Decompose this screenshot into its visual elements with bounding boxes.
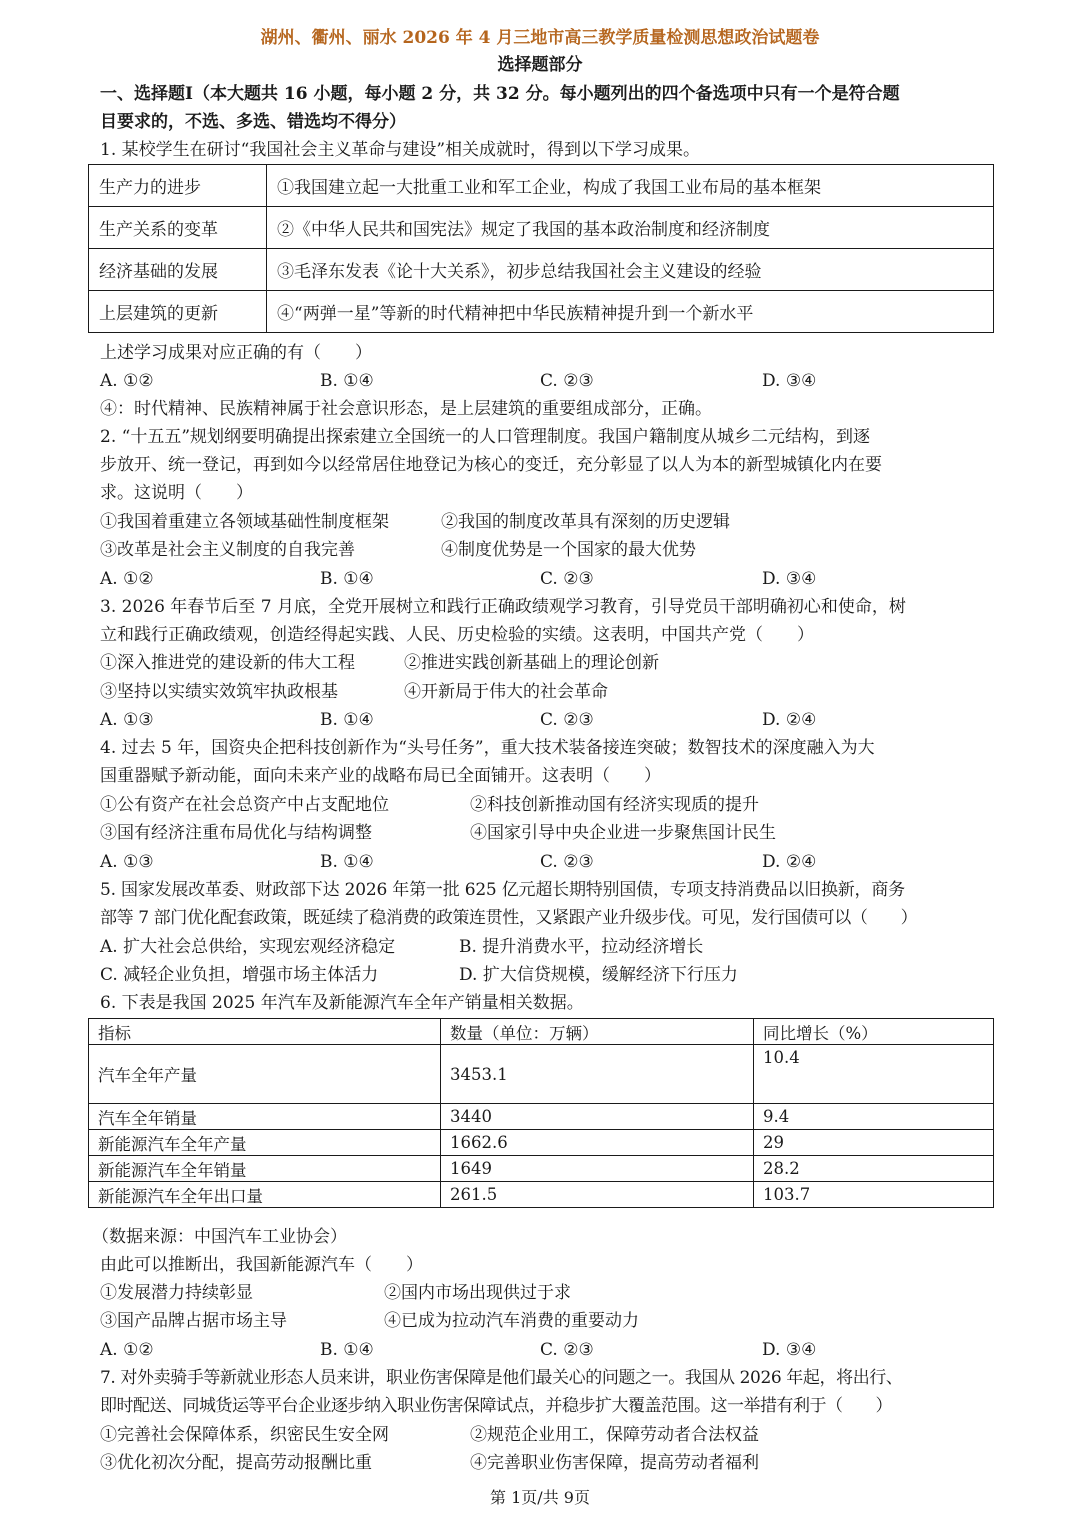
- table-row: [89, 1182, 994, 1208]
- q6-cell-growth: 29: [754, 1130, 994, 1156]
- q1-option-a: A. ①②: [100, 371, 154, 391]
- q7-statement-3: ③优化初次分配，提高劳动报酬比重: [100, 1453, 372, 1473]
- q6-cell-quantity: 1649: [441, 1156, 754, 1182]
- q6-table: [88, 1018, 994, 1208]
- q6-stem: 6. 下表是我国 2025 年汽车及新能源汽车全年产销量相关数据。: [100, 993, 584, 1013]
- q1-row-value: ①我国建立起一大批重工业和军工企业，构成了我国工业布局的基本框架: [267, 165, 994, 207]
- table-row: [89, 207, 994, 249]
- q6-cell-growth: 10.4: [754, 1045, 994, 1104]
- q7-statement-4: ④完善职业伤害保障，提高劳动者福利: [470, 1453, 759, 1473]
- q3-line-1: 3. 2026 年春节后至 7 月底，全党开展树立和践行正确政绩观学习教育，引导党员干部明确初心和使命，树: [100, 597, 906, 617]
- q6-cell-growth: 28.2: [754, 1156, 994, 1182]
- q6-question: 由此可以推断出，我国新能源汽车（ ）: [100, 1255, 423, 1275]
- q7-line-1: 7. 对外卖骑手等新就业形态人员来讲，职业伤害保障是他们最关心的问题之一。我国从 2026 年起，将出行、: [100, 1368, 903, 1388]
- q2-statement-1: ①我国着重建立各领域基础性制度框架: [100, 512, 389, 532]
- q4-option-d: D. ②④: [762, 852, 817, 872]
- q5-option-b: B. 提升消费水平，拉动经济增长: [459, 937, 704, 957]
- q5-line-2: 部等 7 部门优化配套政策，既延续了稳消费的政策连贯性，又紧跟产业升级步伐。可见，发行国债可以（ ）: [100, 908, 918, 928]
- q6-cell-indicator: 汽车全年销量: [89, 1104, 441, 1130]
- q2-statement-4: ④制度优势是一个国家的最大优势: [441, 540, 696, 560]
- q6-option-a: A. ①②: [100, 1340, 154, 1360]
- q1-note: ④：时代精神、民族精神属于社会意识形态，是上层建筑的重要组成部分，正确。: [100, 399, 712, 419]
- q2-line-3: 求。这说明（ ）: [100, 483, 253, 503]
- q1-row-value: ④“两弹一星”等新的时代精神把中华民族精神提升到一个新水平: [267, 291, 994, 333]
- q5-line-1: 5. 国家发展改革委、财政部下达 2026 年第一批 625 亿元超长期特别国债，专项支持消费品以旧换新，商务: [100, 880, 905, 900]
- q6-cell-indicator: 新能源汽车全年销量: [89, 1156, 441, 1182]
- q6-header-quantity: 数量（单位：万辆）: [441, 1019, 754, 1045]
- q6-cell-quantity: 3440: [441, 1104, 754, 1130]
- q1-table: [88, 164, 994, 333]
- q3-line-2: 立和践行正确政绩观，创造经得起实践、人民、历史检验的实绩。这表明，中国共产党（ ）: [100, 625, 814, 645]
- section-heading-line-2: 目要求的，不选、多选、错选均不得分）: [100, 112, 406, 132]
- q2-option-d: D. ③④: [762, 569, 817, 589]
- q1-row-value: ③毛泽东发表《论十大关系》，初步总结我国社会主义建设的经验: [267, 249, 994, 291]
- q6-header-indicator: 指标: [89, 1019, 441, 1045]
- q1-question: 上述学习成果对应正确的有（ ）: [100, 343, 372, 363]
- table-row: [89, 291, 994, 333]
- q7-line-2: 即时配送、同城货运等平台企业逐步纳入职业伤害保障试点，并稳步扩大覆盖范围。这一举措有利于（ ）: [100, 1396, 892, 1416]
- table-header-row: [89, 1019, 994, 1045]
- section-heading-line-1: 一、选择题Ⅰ（本大题共 16 小题，每小题 2 分，共 32 分。每小题列出的四个备选项中只有一个是符合题: [100, 84, 900, 104]
- q4-statement-3: ③国有经济注重布局优化与结构调整: [100, 823, 372, 843]
- q1-row-value: ②《中华人民共和国宪法》规定了我国的基本政治制度和经济制度: [267, 207, 994, 249]
- table-row: [89, 249, 994, 291]
- q4-option-a: A. ①③: [100, 852, 154, 872]
- q6-cell-quantity: 1662.6: [441, 1130, 754, 1156]
- q2-statement-3: ③改革是社会主义制度的自我完善: [100, 540, 355, 560]
- q6-statement-2: ②国内市场出现供过于求: [384, 1283, 571, 1303]
- table-row: [89, 1104, 994, 1130]
- q1-row-key: 上层建筑的更新: [89, 291, 267, 333]
- q1-row-key: 经济基础的发展: [89, 249, 267, 291]
- q2-statement-2: ②我国的制度改革具有深刻的历史逻辑: [441, 512, 730, 532]
- q1-option-c: C. ②③: [540, 371, 594, 391]
- q6-source: （数据来源：中国汽车工业协会）: [92, 1227, 347, 1247]
- q1-row-key: 生产力的进步: [89, 165, 267, 207]
- q1-option-d: D. ③④: [762, 371, 817, 391]
- q3-statement-3: ③坚持以实绩实效筑牢执政根基: [100, 682, 338, 702]
- q3-option-d: D. ②④: [762, 710, 817, 730]
- page-number: 第 1页/共 9页: [490, 1488, 590, 1507]
- q6-cell-growth: 103.7: [754, 1182, 994, 1208]
- q6-option-b: B. ①④: [320, 1340, 374, 1360]
- q6-statement-1: ①发展潜力持续彰显: [100, 1283, 253, 1303]
- q2-option-a: A. ①②: [100, 569, 154, 589]
- q6-cell-indicator: 新能源汽车全年出口量: [89, 1182, 441, 1208]
- q6-cell-growth: 9.4: [754, 1104, 994, 1130]
- table-row: [89, 1156, 994, 1182]
- q6-option-d: D. ③④: [762, 1340, 817, 1360]
- q3-option-c: C. ②③: [540, 710, 594, 730]
- q6-cell-quantity: 261.5: [441, 1182, 754, 1208]
- q4-statement-1: ①公有资产在社会总资产中占支配地位: [100, 795, 389, 815]
- q6-cell-indicator: 新能源汽车全年产量: [89, 1130, 441, 1156]
- q4-statement-4: ④国家引导中央企业进一步聚焦国计民生: [470, 823, 776, 843]
- table-row: [89, 1130, 994, 1156]
- q6-cell-quantity: 3453.1: [441, 1045, 754, 1104]
- q4-option-b: B. ①④: [320, 852, 374, 872]
- q2-line-1: 2. “十五五”规划纲要明确提出探索建立全国统一的人口管理制度。我国户籍制度从城乡二元结构，到逐: [100, 427, 871, 447]
- q4-statement-2: ②科技创新推动国有经济实现质的提升: [470, 795, 759, 815]
- q3-statement-2: ②推进实践创新基础上的理论创新: [404, 653, 659, 673]
- q7-statement-1: ①完善社会保障体系，织密民生安全网: [100, 1425, 389, 1445]
- q6-statement-3: ③国产品牌占据市场主导: [100, 1311, 287, 1331]
- section-subtitle: 选择题部分: [497, 55, 583, 75]
- exam-title: 湖州、衢州、丽水 2026 年 4 月三地市高三教学质量检测思想政治试题卷: [260, 28, 820, 48]
- q6-statement-4: ④已成为拉动汽车消费的重要动力: [384, 1311, 639, 1331]
- q6-option-c: C. ②③: [540, 1340, 594, 1360]
- q3-statement-1: ①深入推进党的建设新的伟大工程: [100, 653, 355, 673]
- q3-option-b: B. ①④: [320, 710, 374, 730]
- q5-option-a: A. 扩大社会总供给，实现宏观经济稳定: [100, 937, 396, 957]
- q2-option-c: C. ②③: [540, 569, 594, 589]
- table-row: [89, 165, 994, 207]
- table-row: [89, 1045, 994, 1104]
- q1-option-b: B. ①④: [320, 371, 374, 391]
- q2-option-b: B. ①④: [320, 569, 374, 589]
- q3-option-a: A. ①③: [100, 710, 154, 730]
- q1-row-key: 生产关系的变革: [89, 207, 267, 249]
- q1-stem: 1. 某校学生在研讨“我国社会主义革命与建设”相关成就时，得到以下学习成果。: [100, 140, 701, 160]
- q3-statement-4: ④开新局于伟大的社会革命: [404, 682, 608, 702]
- q2-line-2: 步放开、统一登记，再到如今以经常居住地登记为核心的变迁，充分彰显了以人为本的新型城镇化内在要: [100, 455, 882, 475]
- q5-option-c: C. 减轻企业负担，增强市场主体活力: [100, 965, 379, 985]
- q4-line-1: 4. 过去 5 年，国资央企把科技创新作为“头号任务”，重大技术装备接连突破；数智技术的深度融入为大: [100, 738, 875, 758]
- q4-line-2: 国重器赋予新动能，面向未来产业的战略布局已全面铺开。这表明（ ）: [100, 766, 661, 786]
- q5-option-d: D. 扩大信贷规模，缓解经济下行压力: [459, 965, 738, 985]
- q4-option-c: C. ②③: [540, 852, 594, 872]
- q7-statement-2: ②规范企业用工，保障劳动者合法权益: [470, 1425, 759, 1445]
- q6-header-growth: 同比增长（%）: [754, 1019, 994, 1045]
- q6-cell-indicator: 汽车全年产量: [89, 1045, 441, 1104]
